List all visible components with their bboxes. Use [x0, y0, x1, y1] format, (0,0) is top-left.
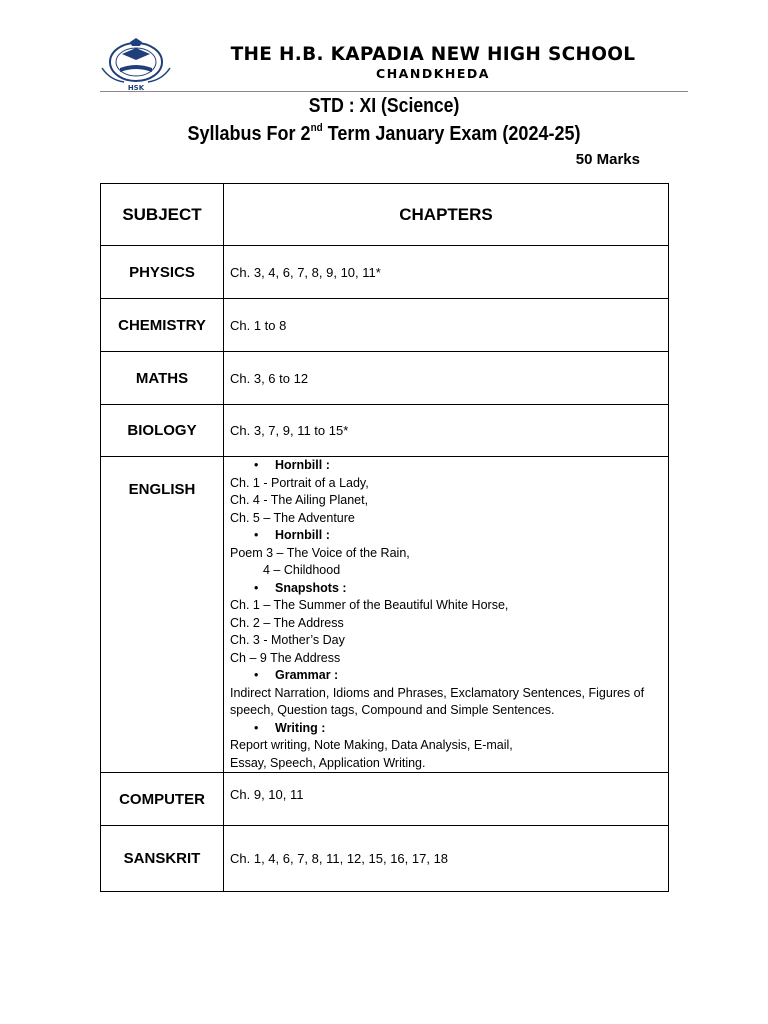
english-line: Essay, Speech, Application Writing.: [230, 755, 426, 770]
subject-cell: PHYSICS: [101, 246, 224, 299]
english-section-heading: • Writing :: [230, 720, 662, 738]
school-header: [100, 38, 688, 92]
school-location: CHANDKHEDA: [376, 66, 490, 81]
table-row: [101, 299, 669, 352]
total-marks: 50 Marks: [575, 151, 640, 168]
syllabus-table: [100, 183, 669, 892]
english-line: Indirect Narration, Idioms and Phrases, Exclamatory Sentences, Figures of: [230, 685, 645, 700]
subject-cell: MATHS: [101, 352, 224, 405]
class-title: STD : XI (Science): [308, 95, 460, 117]
subject-cell: ENGLISH: [101, 457, 224, 773]
english-line: Ch – 9 The Address: [230, 650, 341, 665]
english-section-heading: • Grammar :: [230, 667, 662, 685]
table-row: [101, 405, 669, 457]
table-row: [101, 826, 669, 892]
chapters-cell: Ch. 1 to 8: [224, 299, 669, 352]
english-line: Ch. 4 - The Ailing Planet,: [230, 493, 369, 507]
english-line: speech, Question tags, Compound and Simple Sentences.: [230, 703, 555, 717]
chapters-cell: Ch. 3, 7, 9, 11 to 15*: [224, 405, 669, 457]
logo-text: HSK: [127, 84, 145, 92]
subject-cell: COMPUTER: [101, 773, 224, 826]
subject-cell: CHEMISTRY: [101, 299, 224, 352]
english-line: Ch. 5 – The Adventure: [230, 510, 355, 525]
subject-cell: BIOLOGY: [101, 405, 224, 457]
table-header-row: [101, 184, 669, 246]
english-section-heading: • Hornbill :: [230, 527, 662, 545]
english-line: Poem 3 – The Voice of the Rain,: [230, 545, 410, 560]
school-name: THE H.B. KAPADIA NEW HIGH SCHOOL: [230, 44, 636, 65]
english-line: Ch. 1 - Portrait of a Lady,: [230, 475, 369, 490]
subject-cell: SANSKRIT: [101, 826, 224, 892]
header-divider: [100, 91, 688, 92]
english-line: Ch. 3 - Mother’s Day: [230, 633, 345, 647]
syllabus-title: Syllabus For 2nd Term January Exam (2024-25): [187, 122, 581, 145]
english-section-heading: • Snapshots :: [230, 580, 662, 598]
table-row: [101, 773, 669, 826]
chapters-cell: Ch. 9, 10, 11: [224, 773, 669, 826]
chapters-cell: Ch. 1, 4, 6, 7, 8, 11, 12, 15, 16, 17, 18: [224, 826, 669, 892]
english-line: Report writing, Note Making, Data Analysis, E-mail,: [230, 738, 513, 752]
table-row: [101, 457, 669, 773]
english-chapters-cell: [224, 457, 669, 773]
english-section-heading: • Hornbill :: [230, 457, 662, 475]
school-logo-icon: [100, 38, 172, 92]
english-line: Ch. 1 – The Summer of the Beautiful White Horse,: [230, 598, 509, 612]
english-line: Ch. 2 – The Address: [230, 615, 344, 630]
chapters-cell: Ch. 3, 6 to 12: [224, 352, 669, 405]
chapters-cell: Ch. 3, 4, 6, 7, 8, 9, 10, 11*: [224, 246, 669, 299]
english-line: 4 – Childhood: [263, 563, 341, 577]
table-row: [101, 352, 669, 405]
header-subject: SUBJECT: [101, 184, 224, 246]
table-row: [101, 246, 669, 299]
header-chapters: CHAPTERS: [224, 184, 669, 246]
